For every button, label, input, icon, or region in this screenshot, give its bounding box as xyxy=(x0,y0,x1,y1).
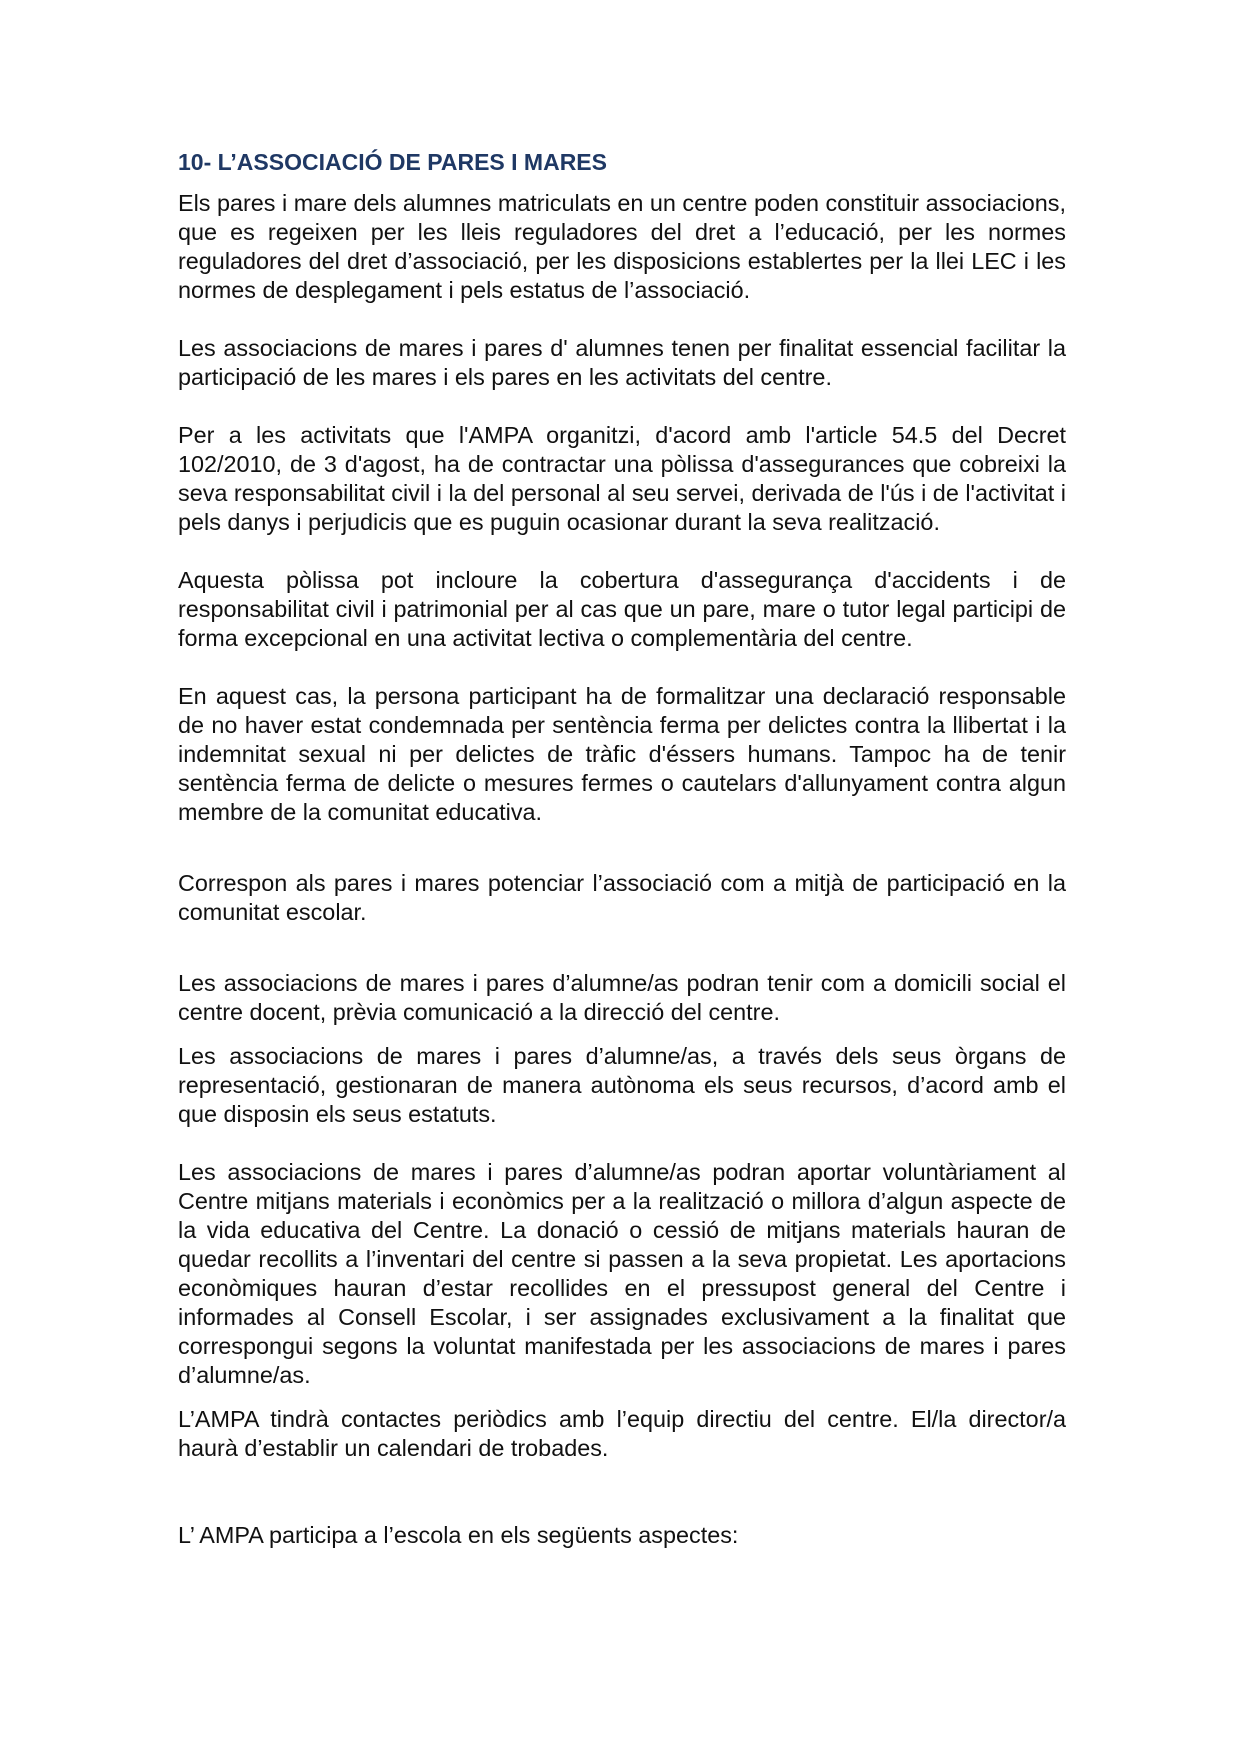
paragraph-5: En aquest cas, la persona participant ha de formalitzar una declaració responsable de no haver estat condemnada per sentència ferma per delictes contra la llibertat i la indemnitat sexual ni per delictes de tràfic d'éssers humans. Tampoc ha de tenir sentència ferma de delicte o mesures fermes o cautelars d'allunyament contra algun membre de la comunitat educativa. xyxy=(178,683,1066,825)
paragraph-8: Les associacions de mares i pares d’alumne/as, a través dels seus òrgans de representació, gestionaran de manera autònoma els seus recursos, d’acord amb el que disposin els seus estatuts. xyxy=(178,1043,1066,1127)
paragraph-7: Les associacions de mares i pares d’alumne/as podran tenir com a domicili social el centre docent, prèvia comunicació a la direcció del centre. xyxy=(178,970,1066,1025)
document-page xyxy=(178,148,1066,1550)
section-heading: 10- L’ASSOCIACIÓ DE PARES I MARES xyxy=(178,149,607,175)
paragraph-9: Les associacions de mares i pares d’alumne/as podran aportar voluntàriament al Centre mitjans materials i econòmics per a la realització o millora d’algun aspecte de la vida educativa del Centre. La donació o cessió de mitjans materials hauran de quedar recollits a l’inventari del centre si passen a la seva propietat. Les aportacions econòmiques hauran d’estar recollides en el pressupost general del Centre i informades al Consell Escolar, i ser assignades exclusivament a la finalitat que correspongui segons la voluntat manifestada per les associacions de mares i pares d’alumne/as. xyxy=(178,1159,1066,1388)
paragraph-3: Per a les activitats que l'AMPA organitzi, d'acord amb l'article 54.5 del Decret 102/2010, de 3 d'agost, ha de contractar una pòlissa d'assegurances que cobreixi la seva responsabilitat civil i la del personal al seu servei, derivada de l'ús i de l'activitat i pels danys i perjudicis que es puguin ocasionar durant la seva realització. xyxy=(178,422,1066,535)
paragraph-6: Correspon als pares i mares potenciar l’associació com a mitjà de participació en la comunitat escolar. xyxy=(178,870,1066,925)
paragraph-10: L’AMPA tindrà contactes periòdics amb l’equip directiu del centre. El/la director/a haurà d’establir un calendari de trobades. xyxy=(178,1406,1066,1461)
paragraph-1: Els pares i mare dels alumnes matriculats en un centre poden constituir associacions, que es regeixen per les lleis reguladores del dret a l’educació, per les normes reguladores del dret d’associació, per les disposicions establertes per la llei LEC i les normes de desplegament i pels estatus de l’associació. xyxy=(178,190,1066,303)
paragraph-11: L’ AMPA participa a l’escola en els següents aspectes: xyxy=(178,1522,739,1548)
paragraph-2: Les associacions de mares i pares d' alumnes tenen per finalitat essencial facilitar la participació de les mares i els pares en les activitats del centre. xyxy=(178,335,1066,390)
paragraph-4: Aquesta pòlissa pot incloure la cobertura d'assegurança d'accidents i de responsabilitat civil i patrimonial per al cas que un pare, mare o tutor legal participi de forma excepcional en una activitat lectiva o complementària del centre. xyxy=(178,567,1066,651)
